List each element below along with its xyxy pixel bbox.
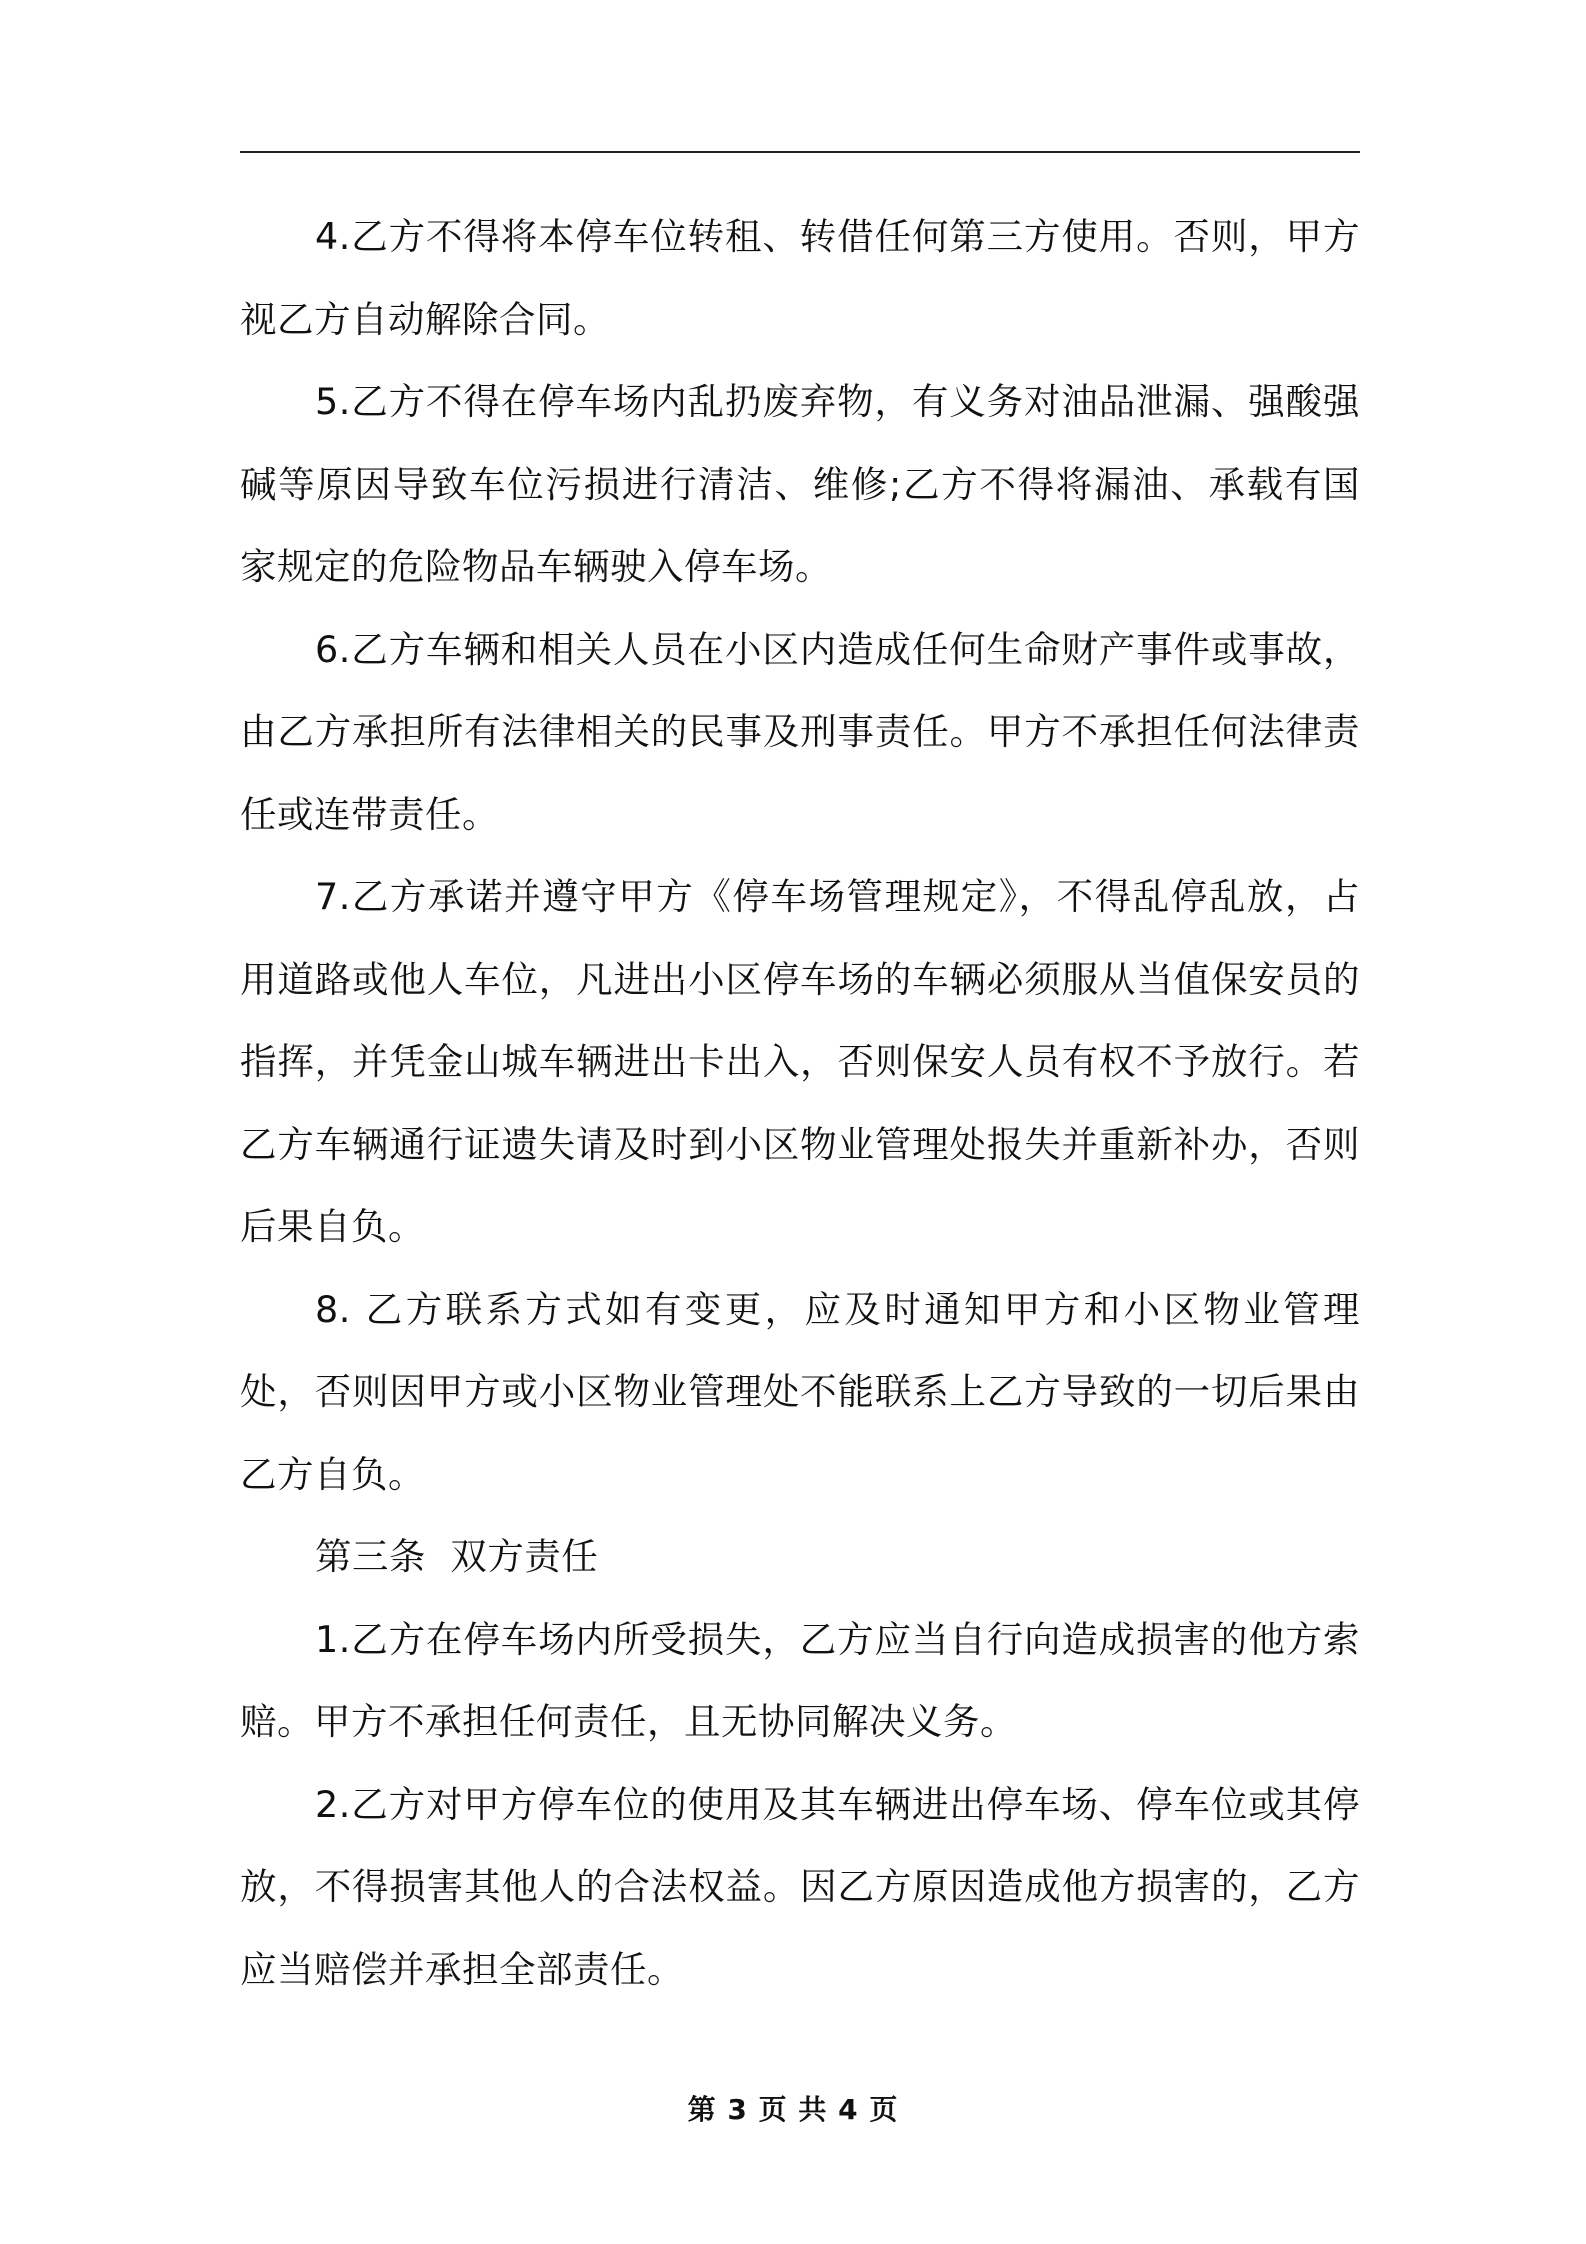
clause-4: 4.乙方不得将本停车位转租、转借任何第三方使用。否则，甲方视乙方自动解除合同。 [240, 215, 1360, 341]
section-clause-2: 2.乙方对甲方停车位的使用及其车辆进出停车场、停车位或其停放，不得损害其他人的合法权益。因乙方原因造成他方损害的，乙方应当赔偿并承担全部责任。 [240, 1782, 1360, 1991]
page-number: 第 3 页 共 4 页 [687, 2093, 899, 2126]
clause-5: 5.乙方不得在停车场内乱扔废弃物，有义务对油品泄漏、强酸强碱等原因导致车位污损进行清洁、维修;乙方不得将漏油、承载有国家规定的危险物品车辆驶入停车场。 [240, 380, 1360, 588]
document-body [240, 196, 1360, 2011]
clause-6: 6.乙方车辆和相关人员在小区内造成任何生命财产事件或事故，由乙方承担所有法律相关的民事及刑事责任。甲方不承担任何法律责任或连带责任。 [240, 627, 1360, 836]
clause-7: 7.乙方承诺并遵守甲方《停车场管理规定》，不得乱停乱放，占用道路或他人车位，凡进出小区停车场的车辆必须服从当值保安员的指挥，并凭金山城车辆进出卡出入，否则保安人员有权不予放行。若乙方车辆通行证遗失请及时到小区物业管理处报失并重新补办，否则后果自负。 [240, 875, 1360, 1248]
header-rule [240, 151, 1360, 153]
section-clause-1: 1.乙方在停车场内所受损失，乙方应当自行向造成损害的他方索赔。甲方不承担任何责任，且无协同解决义务。 [240, 1617, 1360, 1743]
section-heading: 第三条 双方责任 [315, 1535, 599, 1578]
clause-8: 8. 乙方联系方式如有变更，应及时通知甲方和小区物业管理处，否则因甲方或小区物业管理处不能联系上乙方导致的一切后果由乙方自负。 [240, 1287, 1360, 1496]
